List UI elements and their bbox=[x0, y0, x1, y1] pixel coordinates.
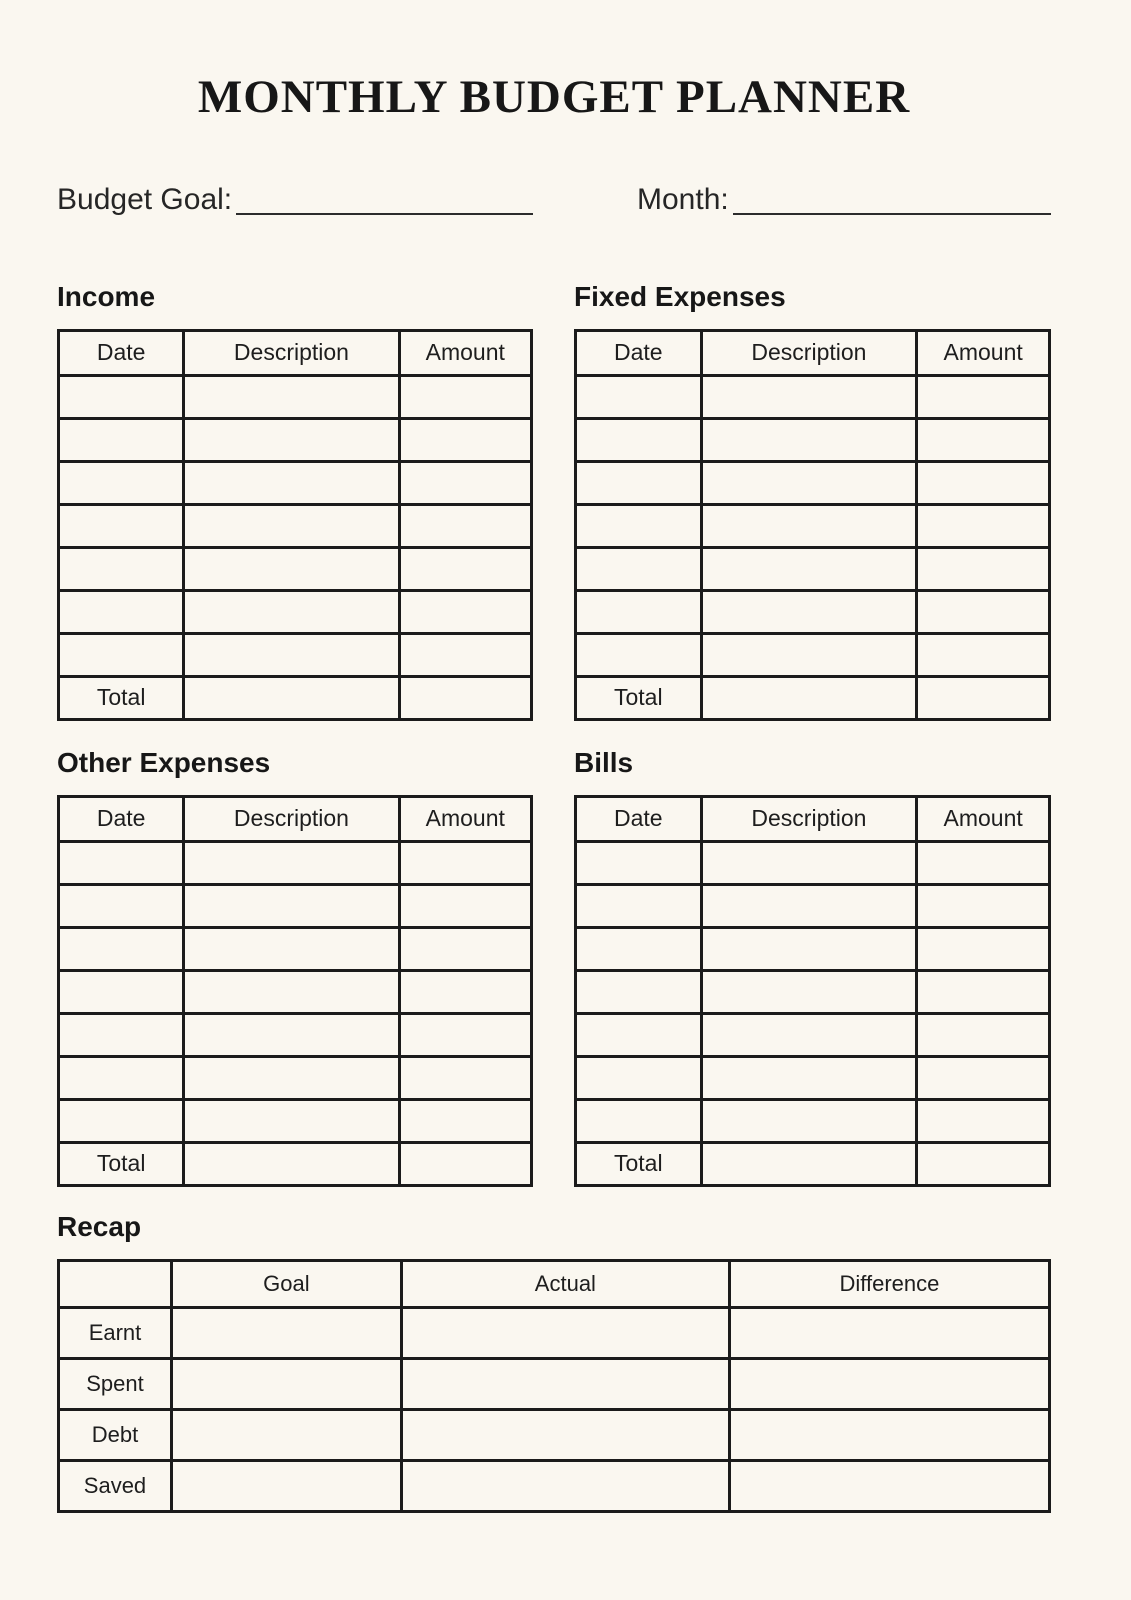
description-cell bbox=[701, 1013, 917, 1056]
header-fields-row bbox=[57, 181, 1051, 219]
amount-cell bbox=[917, 1099, 1050, 1142]
total-description-cell bbox=[701, 1142, 917, 1185]
description-column-header: Description bbox=[701, 330, 917, 375]
description-cell bbox=[701, 547, 917, 590]
date-cell bbox=[576, 1056, 702, 1099]
amount-cell bbox=[917, 1013, 1050, 1056]
recap-row-saved bbox=[59, 1461, 1050, 1512]
description-cell bbox=[701, 461, 917, 504]
amount-cell bbox=[917, 461, 1050, 504]
amount-cell bbox=[917, 1056, 1050, 1099]
income-section bbox=[57, 281, 533, 721]
amount-cell bbox=[917, 927, 1050, 970]
date-cell bbox=[576, 884, 702, 927]
date-cell bbox=[576, 418, 702, 461]
description-cell bbox=[184, 504, 399, 547]
date-cell bbox=[59, 841, 184, 884]
amount-column-header: Amount bbox=[399, 796, 531, 841]
blank-row bbox=[576, 1056, 1050, 1099]
date-cell bbox=[59, 504, 184, 547]
date-cell bbox=[59, 927, 184, 970]
amount-cell bbox=[917, 970, 1050, 1013]
description-cell bbox=[184, 927, 399, 970]
amount-cell bbox=[399, 970, 531, 1013]
blank-row bbox=[59, 927, 532, 970]
blank-row bbox=[576, 884, 1050, 927]
description-cell bbox=[701, 970, 917, 1013]
table-header-row bbox=[59, 330, 532, 375]
fixed-expenses-section bbox=[574, 281, 1051, 721]
date-cell bbox=[576, 970, 702, 1013]
blank-row bbox=[59, 547, 532, 590]
blank-row bbox=[576, 418, 1050, 461]
recap-header-row bbox=[59, 1261, 1050, 1308]
date-cell bbox=[59, 633, 184, 676]
description-cell bbox=[701, 504, 917, 547]
blank-row bbox=[576, 970, 1050, 1013]
total-label: Total bbox=[59, 676, 184, 719]
amount-cell bbox=[917, 884, 1050, 927]
description-cell bbox=[184, 547, 399, 590]
date-cell bbox=[59, 884, 184, 927]
recap-row-label: Spent bbox=[59, 1359, 172, 1410]
blank-row bbox=[576, 927, 1050, 970]
description-cell bbox=[184, 461, 399, 504]
blank-row bbox=[576, 1013, 1050, 1056]
other-expenses-section bbox=[57, 747, 533, 1187]
date-cell bbox=[576, 1099, 702, 1142]
actual-cell bbox=[401, 1308, 729, 1359]
difference-cell bbox=[729, 1410, 1049, 1461]
description-cell bbox=[701, 927, 917, 970]
amount-cell bbox=[399, 375, 531, 418]
blank-row bbox=[576, 375, 1050, 418]
total-amount-cell bbox=[917, 676, 1050, 719]
total-row bbox=[59, 1142, 532, 1185]
amount-cell bbox=[399, 1056, 531, 1099]
date-cell bbox=[59, 1099, 184, 1142]
date-cell bbox=[59, 547, 184, 590]
tables-row-1 bbox=[57, 281, 1051, 721]
goal-cell bbox=[171, 1410, 401, 1461]
amount-cell bbox=[917, 590, 1050, 633]
budget-goal-label: Budget Goal: bbox=[57, 183, 233, 217]
date-column-header: Date bbox=[59, 796, 184, 841]
description-cell bbox=[701, 590, 917, 633]
other-expenses-table bbox=[57, 795, 533, 1187]
blank-row bbox=[59, 1056, 532, 1099]
table-header-row bbox=[59, 796, 532, 841]
difference-cell bbox=[729, 1308, 1049, 1359]
blank-row bbox=[59, 841, 532, 884]
date-cell bbox=[59, 1013, 184, 1056]
description-cell bbox=[701, 418, 917, 461]
date-column-header: Date bbox=[576, 330, 702, 375]
blank-row bbox=[59, 970, 532, 1013]
recap-row-earnt bbox=[59, 1308, 1050, 1359]
amount-cell bbox=[399, 504, 531, 547]
description-cell bbox=[701, 1056, 917, 1099]
actual-cell bbox=[401, 1359, 729, 1410]
blank-row bbox=[576, 504, 1050, 547]
blank-row bbox=[576, 841, 1050, 884]
income-table bbox=[57, 329, 533, 721]
bills-section-title: Bills bbox=[574, 746, 634, 778]
goal-column-header: Goal bbox=[171, 1261, 401, 1308]
description-cell bbox=[184, 970, 399, 1013]
month-label: Month: bbox=[637, 183, 729, 217]
amount-column-header: Amount bbox=[917, 330, 1050, 375]
bills-section bbox=[574, 747, 1051, 1187]
recap-section-title: Recap bbox=[57, 1210, 142, 1242]
amount-cell bbox=[399, 1013, 531, 1056]
description-cell bbox=[701, 375, 917, 418]
fixed-expenses-section-title: Fixed Expenses bbox=[574, 280, 786, 312]
description-column-header: Description bbox=[701, 796, 917, 841]
total-amount-cell bbox=[399, 1142, 531, 1185]
month-field bbox=[574, 181, 1051, 219]
date-cell bbox=[576, 547, 702, 590]
tables-row-2 bbox=[57, 747, 1051, 1187]
table-header-row bbox=[576, 796, 1050, 841]
budget-goal-blank-line bbox=[236, 212, 533, 215]
amount-column-header: Amount bbox=[399, 330, 531, 375]
goal-cell bbox=[171, 1461, 401, 1512]
date-cell bbox=[59, 970, 184, 1013]
date-cell bbox=[576, 1013, 702, 1056]
amount-cell bbox=[399, 841, 531, 884]
recap-corner-cell bbox=[59, 1261, 172, 1308]
page-title: MONTHLY BUDGET PLANNER bbox=[197, 71, 911, 123]
description-cell bbox=[184, 1099, 399, 1142]
date-cell bbox=[59, 418, 184, 461]
description-cell bbox=[184, 884, 399, 927]
month-blank-line bbox=[733, 212, 1051, 215]
total-row bbox=[576, 676, 1050, 719]
description-cell bbox=[184, 1056, 399, 1099]
recap-row-debt bbox=[59, 1410, 1050, 1461]
total-label: Total bbox=[576, 676, 702, 719]
goal-cell bbox=[171, 1359, 401, 1410]
blank-row bbox=[59, 1013, 532, 1056]
recap-row-label: Earnt bbox=[59, 1308, 172, 1359]
description-cell bbox=[184, 841, 399, 884]
total-amount-cell bbox=[399, 676, 531, 719]
recap-row-spent bbox=[59, 1359, 1050, 1410]
date-cell bbox=[59, 375, 184, 418]
blank-row bbox=[576, 461, 1050, 504]
description-cell bbox=[184, 1013, 399, 1056]
date-cell bbox=[59, 1056, 184, 1099]
amount-cell bbox=[399, 884, 531, 927]
date-cell bbox=[576, 927, 702, 970]
blank-row bbox=[59, 590, 532, 633]
blank-row bbox=[59, 633, 532, 676]
actual-cell bbox=[401, 1461, 729, 1512]
difference-cell bbox=[729, 1359, 1049, 1410]
blank-row bbox=[59, 1099, 532, 1142]
amount-cell bbox=[917, 547, 1050, 590]
recap-row-label: Saved bbox=[59, 1461, 172, 1512]
description-cell bbox=[701, 841, 917, 884]
total-description-cell bbox=[184, 1142, 399, 1185]
total-description-cell bbox=[701, 676, 917, 719]
amount-column-header: Amount bbox=[917, 796, 1050, 841]
table-header-row bbox=[576, 330, 1050, 375]
date-column-header: Date bbox=[576, 796, 702, 841]
difference-cell bbox=[729, 1461, 1049, 1512]
total-label: Total bbox=[576, 1142, 702, 1185]
description-cell bbox=[701, 1099, 917, 1142]
date-cell bbox=[576, 633, 702, 676]
budget-goal-field bbox=[57, 181, 533, 219]
fixed-expenses-table bbox=[574, 329, 1051, 721]
total-description-cell bbox=[184, 676, 399, 719]
date-cell bbox=[59, 461, 184, 504]
total-label: Total bbox=[59, 1142, 184, 1185]
amount-cell bbox=[399, 590, 531, 633]
total-amount-cell bbox=[917, 1142, 1050, 1185]
difference-column-header: Difference bbox=[729, 1261, 1049, 1308]
other-expenses-section-title: Other Expenses bbox=[57, 746, 271, 778]
amount-cell bbox=[917, 841, 1050, 884]
amount-cell bbox=[399, 1099, 531, 1142]
amount-cell bbox=[399, 418, 531, 461]
date-cell bbox=[576, 841, 702, 884]
date-cell bbox=[576, 590, 702, 633]
blank-row bbox=[59, 884, 532, 927]
date-cell bbox=[576, 461, 702, 504]
total-row bbox=[576, 1142, 1050, 1185]
blank-row bbox=[576, 590, 1050, 633]
bills-table bbox=[574, 795, 1051, 1187]
description-column-header: Description bbox=[184, 330, 399, 375]
actual-cell bbox=[401, 1410, 729, 1461]
description-cell bbox=[184, 590, 399, 633]
date-cell bbox=[59, 590, 184, 633]
amount-cell bbox=[917, 633, 1050, 676]
date-column-header: Date bbox=[59, 330, 184, 375]
amount-cell bbox=[917, 418, 1050, 461]
amount-cell bbox=[917, 375, 1050, 418]
amount-cell bbox=[399, 461, 531, 504]
amount-cell bbox=[399, 633, 531, 676]
amount-cell bbox=[917, 504, 1050, 547]
total-row bbox=[59, 676, 532, 719]
blank-row bbox=[576, 547, 1050, 590]
income-section-title: Income bbox=[57, 280, 156, 312]
description-cell bbox=[184, 633, 399, 676]
description-cell bbox=[184, 418, 399, 461]
goal-cell bbox=[171, 1308, 401, 1359]
recap-section bbox=[57, 1211, 1051, 1513]
description-cell bbox=[184, 375, 399, 418]
blank-row bbox=[59, 418, 532, 461]
actual-column-header: Actual bbox=[401, 1261, 729, 1308]
blank-row bbox=[59, 504, 532, 547]
date-cell bbox=[576, 375, 702, 418]
blank-row bbox=[576, 1099, 1050, 1142]
blank-row bbox=[576, 633, 1050, 676]
date-cell bbox=[576, 504, 702, 547]
amount-cell bbox=[399, 547, 531, 590]
recap-table bbox=[57, 1259, 1051, 1513]
blank-row bbox=[59, 375, 532, 418]
blank-row bbox=[59, 461, 532, 504]
recap-row-label: Debt bbox=[59, 1410, 172, 1461]
description-cell bbox=[701, 884, 917, 927]
description-column-header: Description bbox=[184, 796, 399, 841]
amount-cell bbox=[399, 927, 531, 970]
description-cell bbox=[701, 633, 917, 676]
